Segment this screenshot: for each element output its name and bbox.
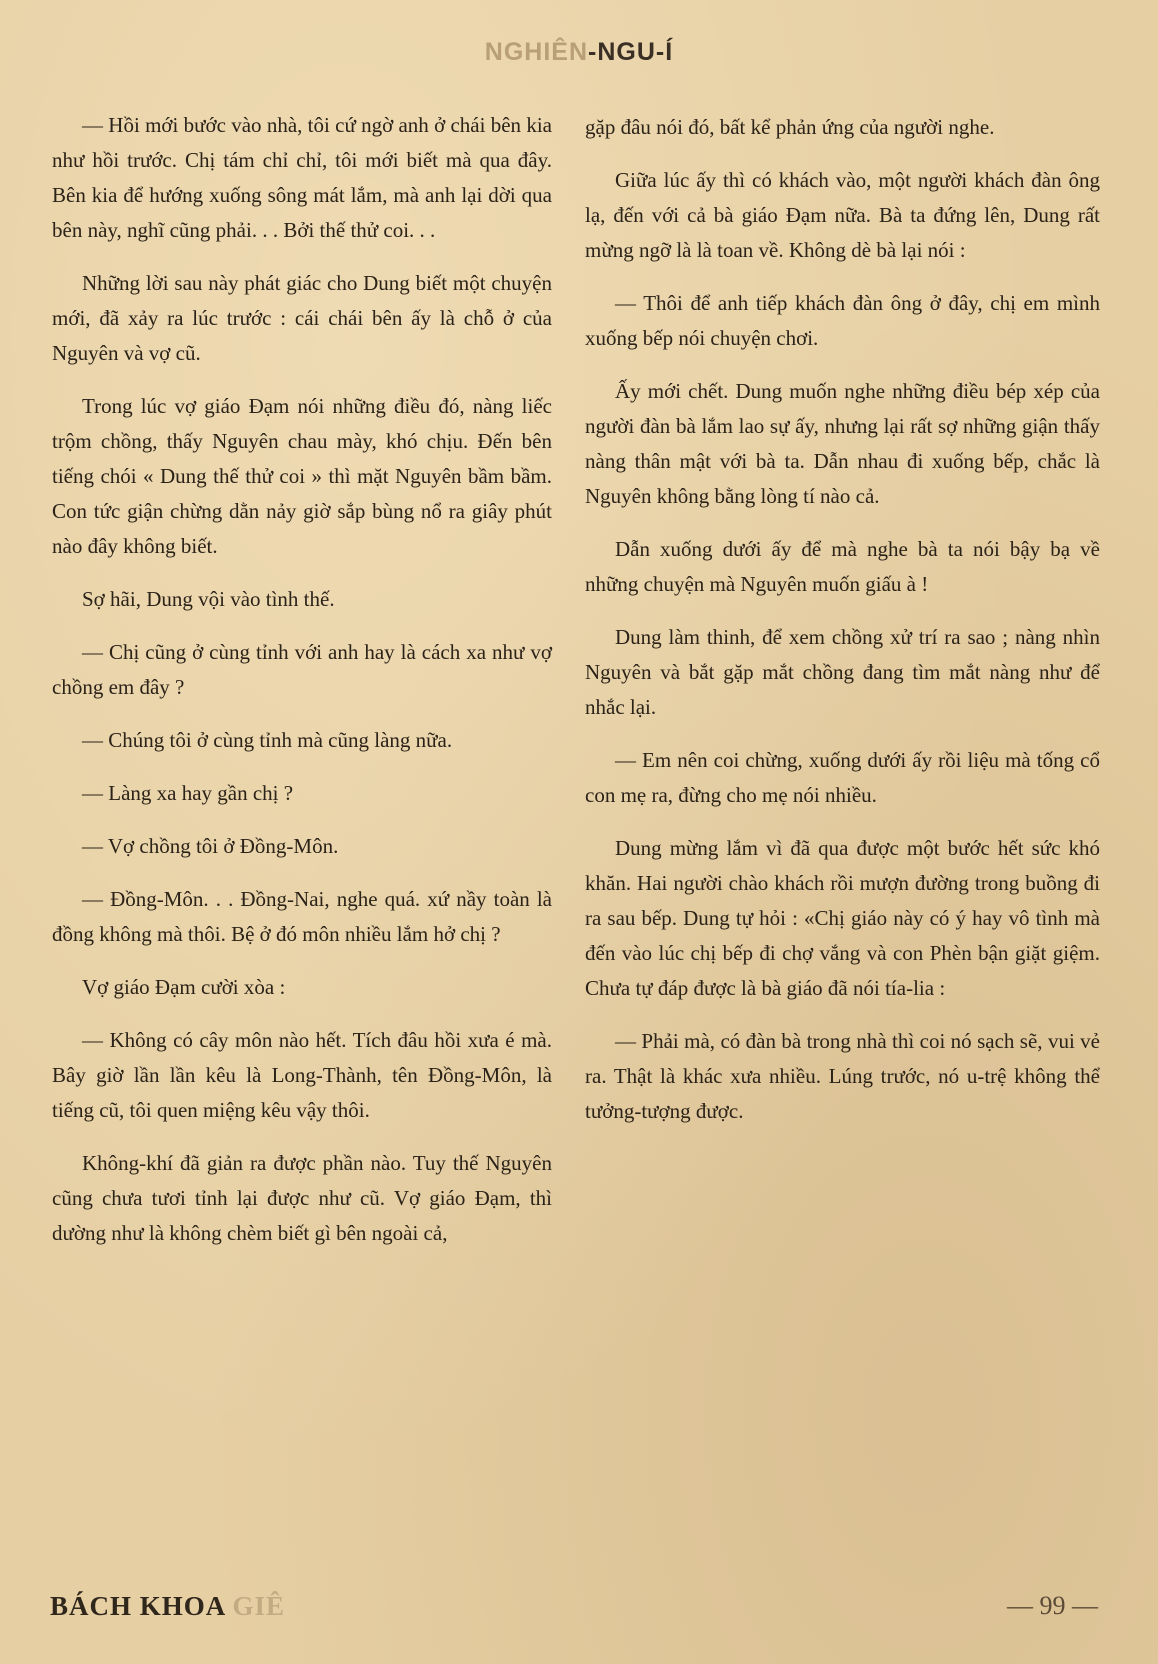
text-paragraph: Dẫn xuống dưới ấy để mà nghe bà ta nói bậy bạ về những chuyện mà Nguyên muốn giấu à ! bbox=[585, 537, 1100, 596]
magazine-name-main: BÁCH KHOA bbox=[50, 1591, 225, 1621]
dialogue-paragraph: — Đồng-Môn. . . Đồng-Nai, nghe quá. xứ nầy toàn là đồng không mà thôi. Bệ ở đó môn nhiều lắm hở chị ? bbox=[52, 887, 552, 946]
header-title-faded: NGHIÊN bbox=[484, 38, 589, 66]
dialogue-paragraph: — Hồi mới bước vào nhà, tôi cứ ngờ anh ở chái bên kia như hồi trước. Chị tám chỉ chỉ, tôi mới biết mà qua đây. Bên kia để hướng xuống sông mát lắm, mà anh lại dời qua bên này, nghĩ cũng phải. . . Bởi thế thử coi. . . bbox=[52, 113, 552, 242]
page-header bbox=[0, 38, 1158, 67]
left-text-column bbox=[52, 108, 552, 1269]
dialogue-paragraph: — Vợ chồng tôi ở Đồng-Môn. bbox=[82, 834, 339, 858]
magazine-name-faded: GIÊ bbox=[224, 1591, 286, 1621]
text-paragraph: Dung làm thinh, để xem chồng xử trí ra sao ; nàng nhìn Nguyên và bắt gặp mắt chồng đang tìm mắt nàng như để nhắc lại. bbox=[585, 625, 1100, 719]
dialogue-paragraph: — Chúng tôi ở cùng tỉnh mà cũng làng nữa. bbox=[82, 728, 453, 752]
dialogue-paragraph: — Thôi để anh tiếp khách đàn ông ở đây, chị em mình xuống bếp nói chuyện chơi. bbox=[585, 291, 1100, 350]
text-paragraph: Những lời sau này phát giác cho Dung biết một chuyện mới, đã xảy ra lúc trước : cái chái bên ấy là chỗ ở của Nguyên và vợ cũ. bbox=[52, 271, 552, 365]
right-text-column bbox=[585, 110, 1100, 1147]
text-paragraph: Trong lúc vợ giáo Đạm nói những điều đó, nàng liếc trộm chồng, thấy Nguyên chau mày, khó chịu. Đến bên tiếng chói « Dung thế thử coi » thì mặt Nguyên bầm bầm. Con tức giận chừng dằn nảy giờ sắp bùng nổ ra giây phút nào đây không biết. bbox=[52, 394, 552, 558]
text-paragraph: Giữa lúc ấy thì có khách vào, một người khách đàn ông lạ, đến với cả bà giáo Đạm nữa. Bà ta đứng lên, Dung rất mừng ngỡ là là toan về. Không dè bà lại nói : bbox=[585, 168, 1100, 262]
text-paragraph: Vợ giáo Đạm cười xòa : bbox=[82, 975, 286, 999]
text-paragraph: Dung mừng lắm vì đã qua được một bước hết sức khó khăn. Hai người chào khách rồi mượn đường trong buồng đi ra sau bếp. Dung tự hỏi : «Chị giáo này có ý hay vô tình mà đến vào lúc chị bếp đi chợ vắng và con Phèn bận giặt giệm. Chưa tự đáp được là bà giáo đã nói tía-lia : bbox=[585, 836, 1100, 1000]
header-title: -NGU-Í bbox=[588, 38, 674, 66]
text-paragraph: Sợ hãi, Dung vội vào tình thế. bbox=[82, 587, 335, 611]
text-paragraph: Không-khí đã giản ra được phần nào. Tuy thế Nguyên cũng chưa tươi tỉnh lại được như cũ. Vợ giáo Đạm, thì dường như là không chèm biết gì bên ngoài cả, bbox=[52, 1151, 552, 1245]
dialogue-paragraph: — Chị cũng ở cùng tỉnh với anh hay là cách xa như vợ chồng em đây ? bbox=[52, 640, 552, 699]
text-paragraph: gặp đâu nói đó, bất kể phản ứng của người nghe. bbox=[585, 115, 995, 139]
dialogue-paragraph: — Phải mà, có đàn bà trong nhà thì coi nó sạch sẽ, vui vẻ ra. Thật là khác xưa nhiều. Lúng trước, nó u-trệ không thể tưởng-tượng được. bbox=[585, 1029, 1100, 1123]
magazine-name bbox=[50, 1591, 285, 1622]
page-number: — 99 — bbox=[1007, 1591, 1098, 1620]
dialogue-paragraph: — Không có cây môn nào hết. Tích đâu hồi xưa é mà. Bây giờ lần lần kêu là Long-Thành, tên Đồng-Môn, là tiếng cũ, tôi quen miệng kêu vậy thôi. bbox=[52, 1028, 552, 1122]
dialogue-paragraph: — Em nên coi chừng, xuống dưới ấy rồi liệu mà tống cổ con mẹ ra, đừng cho mẹ nói nhiều. bbox=[585, 748, 1100, 807]
text-paragraph: Ấy mới chết. Dung muốn nghe những điều bép xép của người đàn bà lắm lao sự ấy, nhưng lại rất sợ những giận thấy nàng thân mật với bà ta. Dẫn nhau đi xuống bếp, chắc là Nguyên không bằng lòng tí nào cả. bbox=[585, 379, 1100, 508]
dialogue-paragraph: — Làng xa hay gần chị ? bbox=[82, 781, 294, 805]
